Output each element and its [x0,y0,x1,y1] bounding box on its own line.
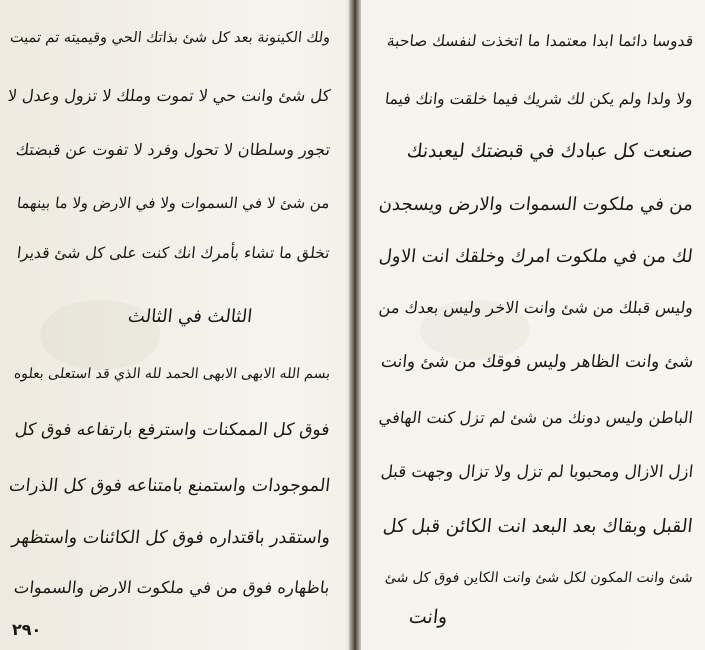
text-line: من في ملكوت السموات والارض ويسجدن [377,194,695,215]
text-line: بسم الله الابهى الابهى الحمد لله الذي قد استعلى بعلوه [13,366,331,382]
text-line: ازل الازال ومحبوبا لم تزل ولا تزال وجهت قبل [379,462,694,481]
left-page [0,0,352,650]
text-line: باظهاره فوق من في ملكوت الارض والسموات [13,578,331,597]
text-line: من شئ لا في السموات ولا في الارض ولا ما بينهما [16,194,331,212]
text-line: واستقدر باقتداره فوق كل الكائنات واستظهر [10,528,332,548]
text-line: الموجودات واستمنع بامتناعه فوق كل الذرات [7,476,332,496]
text-line: صنعت كل عبادك في قبضتك ليعبدنك [405,140,695,162]
text-line: شئ وانت المكون لكل شئ وانت الكاين فوق كل شئ [384,570,694,586]
text-line: فوق كل الممكنات واسترفع بارتفاعه فوق كل [14,420,332,440]
text-line: كل شئ وانت حي لا تموت وملك لا تزول وعدل لا [6,86,331,105]
text-line: تجور وسلطان لا تحول وفرد لا تفوت عن قبضتك [14,140,331,159]
text-line: شئ وانت الظاهر وليس فوقك من شئ وانت [379,352,695,372]
text-line: لك من في ملكوت امرك وخلقك انت الاول [378,246,695,267]
text-line: وليس قبلك من شئ وانت الاخر وليس بعدك من [377,298,694,317]
text-line: الباطن وليس دونك من شئ لم تزل كنت الهافي [378,408,694,427]
text-line: قدوسا دائما ابدا معتمدا ما اتخذت لنفسك صاحبة [385,32,694,50]
right-page [360,0,705,650]
page-number: ٢٩٠ [12,620,42,639]
text-line: القبل وبقاك بعد البعد انت الكائن قبل كل [382,516,695,537]
text-line: وانت [407,606,449,628]
text-line: تخلق ما تشاء بأمرك انك كنت على كل شئ قديرا [16,244,331,262]
text-line: ولا ولدا ولم يكن لك شريك فيما خلقت وانك فيما [384,90,694,108]
section-heading: الثالث في الثالث [126,306,254,327]
text-line: ولك الكينونة بعد كل شئ بذاتك الحي وقيميته تم تميت [9,30,331,46]
